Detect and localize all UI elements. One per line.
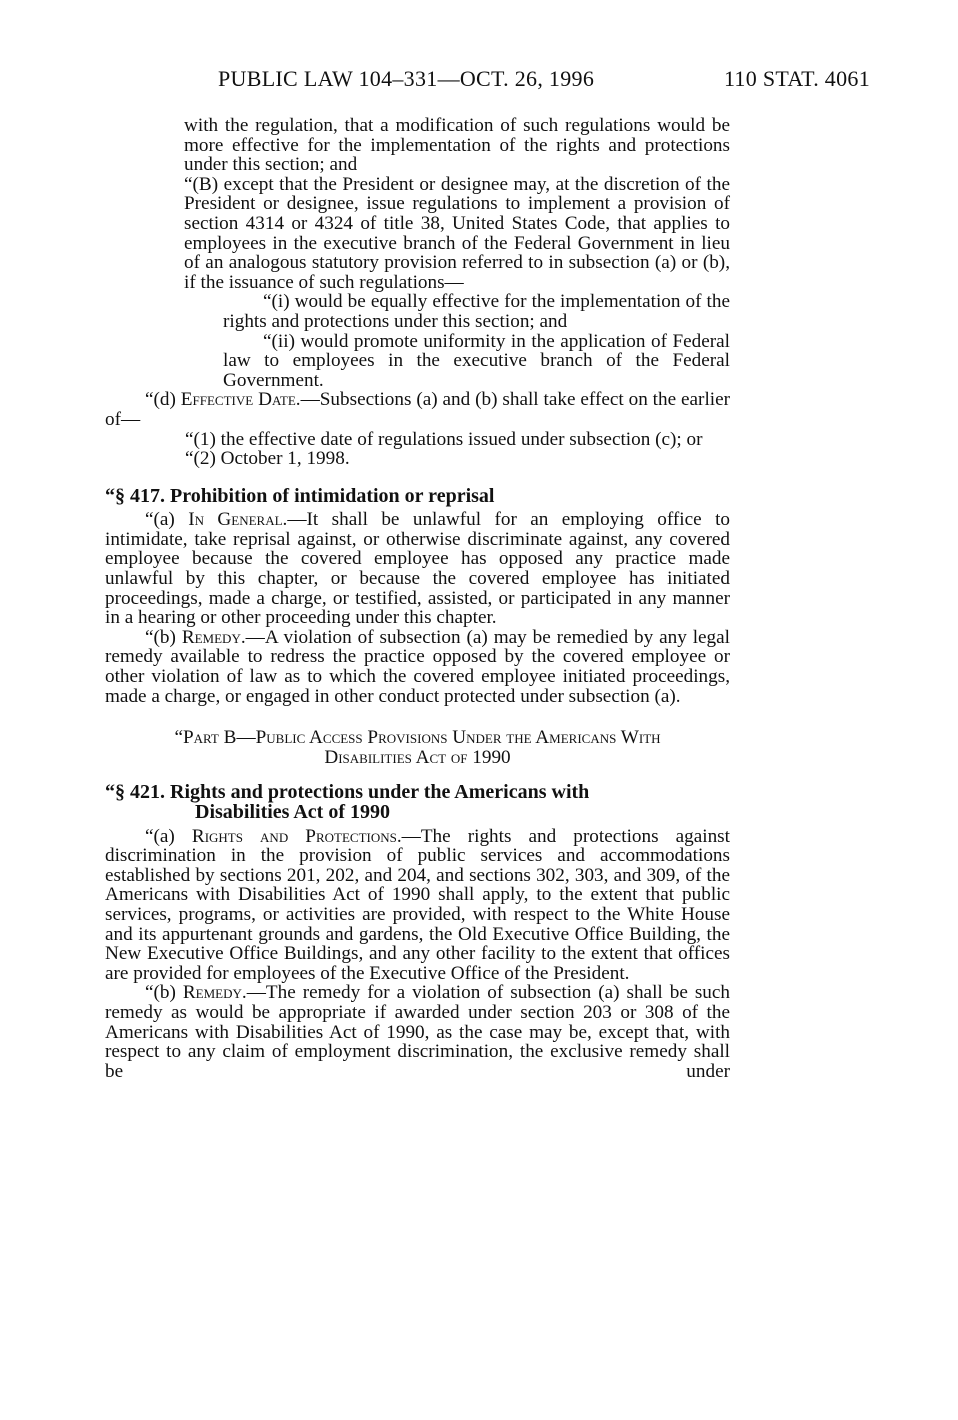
417-b-caption: Remedy. [181, 626, 246, 648]
item-2-text: “(2) October 1, 1998. [185, 448, 350, 470]
subsection-d-caption: Effective Date. [180, 389, 301, 411]
417-b-lead: “(b) [145, 626, 182, 648]
421-b-caption: Remedy. [182, 982, 247, 1004]
421-a-lead: “(a) [145, 825, 192, 847]
header-public-law: PUBLIC LAW 104–331—OCT. 26, 1996 [218, 66, 595, 91]
paragraph-417-b [105, 628, 730, 706]
421-b-text: —The remedy for a violation of subsection (a) shall be such remedy as would be appropriate if awarded under section 203 or 308 of the Americans with Disabilities Act of 1990, as the case may be, except that, with respect to any claim of employment discrimination, the exclusive remedy shall be under [105, 982, 730, 1082]
417-b-text: —A violation of subsection (a) may be remedied by any legal remedy available to redress the practice opposed by the covered employee or other violation of law as to which the covered employee initiated proceedings, made a charge, or engaged in other conduct protected under subsection (a). [105, 626, 730, 707]
paragraph-421-b [105, 983, 730, 1081]
clause-i-text: “(i) would be equally effective for the implementation of the rights and protections under this section; and [223, 291, 730, 332]
paragraph-clause-i [105, 292, 730, 331]
421-b-lead: “(b) [145, 982, 183, 1004]
subsection-d-text: —Subsections (a) and (b) shall take effect on the earlier of— [105, 389, 731, 430]
section-417-heading [105, 484, 730, 507]
part-b-line-1: “Part B—Public Access Provisions Under the Americans With [174, 727, 661, 749]
section-421-number: “§ 421. [105, 781, 170, 804]
paragraph-subparagraph-b [105, 175, 730, 293]
paragraph-item-2 [105, 449, 730, 469]
item-1-text: “(1) the effective date of regulations issued under subsection (c); or [185, 428, 703, 450]
subsection-d-lead: “(d) [145, 389, 181, 411]
paragraph-subsection-d [105, 390, 730, 429]
421-a-caption: Rights and Protections. [191, 825, 402, 847]
header-stat-page: 110 STAT. 4061 [723, 66, 870, 91]
paragraph-417-a [105, 510, 730, 628]
417-a-text: —It shall be unlawful for an employing office to intimidate, take reprisal against, or otherwise discriminate against, any covered employee because the covered employee has opposed any practice made unlawful by this chapter, or because the covered employee has initiated proceedings, made a charge, or testified, assisted, or participated in any manner in a hearing or other proceeding under this chapter. [105, 509, 731, 629]
417-a-caption: In General. [188, 509, 288, 531]
421-a-text: —The rights and protections against discrimination in the provision of public services and accommodations established by sections 201, 202, and 204, and sections 302, 303, and 309, of the Americans with Disabilities Act of 1990 shall apply, to the extent that public services, programs, or activities are provided, with respect to the White House and its appurtenant grounds and gardens, the Old Executive Office Building, the New Executive Office Buildings, and any other facility to the extent that offices are provided for employees of the Executive Office of the President. [105, 825, 730, 984]
paragraph-clause-ii [105, 332, 730, 391]
section-421-title-line-1: Rights and protections under the Americans with [170, 781, 590, 804]
clause-ii-text: “(ii) would promote uniformity in the application of Federal law to employees in the executive branch of the Federal Government. [223, 330, 730, 391]
section-421-heading [105, 783, 730, 822]
section-417-title: Prohibition of intimidation or reprisal [170, 484, 495, 507]
paragraph-continuation: with the regulation, that a modification of such regulations would be more effective for the implementation of the rights and protections under this section; and [184, 115, 730, 176]
section-417-number: “§ 417. [105, 484, 170, 507]
part-b-line-2: Disabilities Act of 1990 [324, 746, 511, 768]
417-a-lead: “(a) [145, 509, 189, 531]
paragraph-item-1 [105, 430, 730, 450]
page-body [105, 116, 730, 1081]
paragraph-421-a [105, 827, 730, 984]
subparagraph-b-text: “(B) except that the President or designee may, at the discretion of the President or designee, issue regulations to implement a provision of section 4314 or 4324 of title 38, United States Code, that applies to employees in the executive branch of the Federal Government in lieu of an analogous statutory provision referred to in subsection (a) or (b), if the issuance of such regulations— [184, 173, 730, 293]
section-421-title-line-2: Disabilities Act of 1990 [195, 801, 390, 823]
part-b-heading [105, 728, 730, 767]
